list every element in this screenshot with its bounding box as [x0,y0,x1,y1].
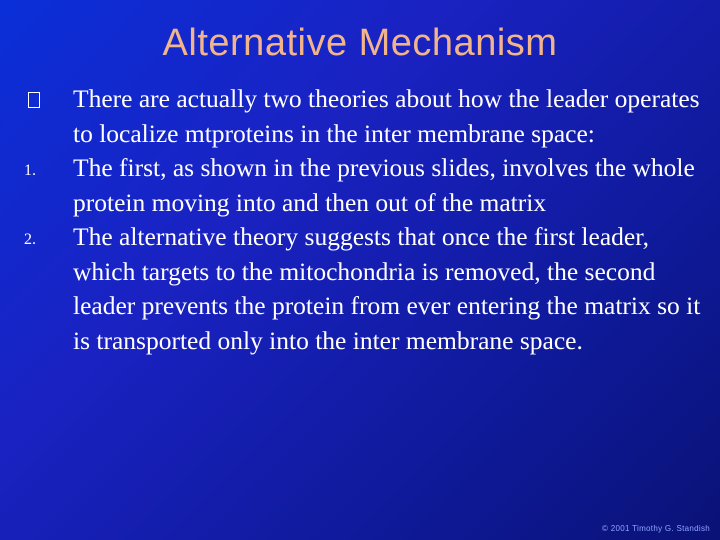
bullet-text: The first, as shown in the previous slides, involves the whole protein moving into and then out of the matrix [73,153,695,217]
bullet-item-intro [0,82,720,151]
bullet-list [0,82,720,358]
list-number: 2. [24,231,36,248]
box-bullet-icon [28,92,68,113]
slide-title: Alternative Mechanism [162,22,558,64]
copyright-footer: © 2001 Timothy G. Standish [602,524,710,533]
bullet-text: There are actually two theories about how the leader operates to localize mtproteins in the inter membrane space: [73,84,700,148]
bullet-item-2 [0,220,720,358]
bullet-item-1 [0,151,720,220]
bullet-text: The alternative theory suggests that once the first leader, which targets to the mitochondria is removed, the second leader prevents the protein from ever entering the matrix so it is transported only into the inter membrane space. [73,222,701,355]
list-number: 1. [24,162,36,179]
